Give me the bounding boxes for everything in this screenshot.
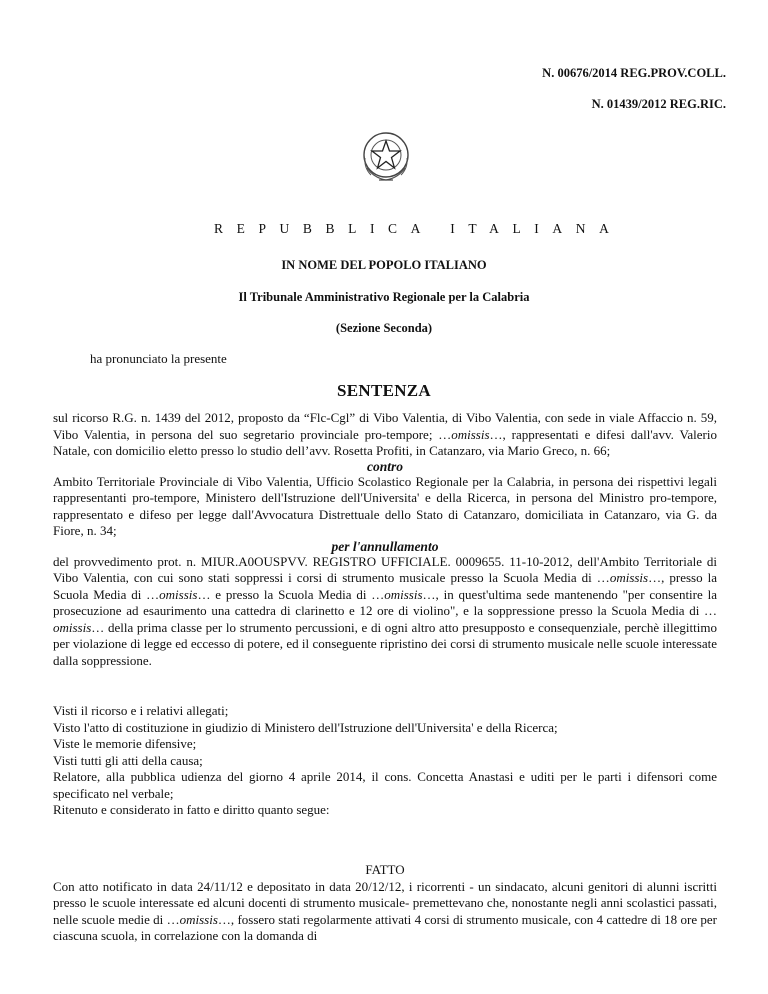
- contro-heading: contro: [366, 458, 403, 474]
- fatto-paragraph: Con atto notificato in data 24/11/12 e depositato in data 20/12/12, i ricorrenti - un sindacato, alcuni genitori di alunni iscritti presso le scuole interessate ed alcuni docenti di strumento musicale- premettevano che, nonostante negli anni scolastici passati, nelle scuole medie di …omissis…, fossero stati regolarmente attivati 4 corsi di strumento musicale, con 4 cattedre di 18 ore per ciascuna scuola, in correlazione con la domanda di: [53, 878, 717, 943]
- reg-prov-number: N. 00676/2014 REG.PROV.COLL.: [542, 66, 726, 80]
- visti-line: Visti tutti gli atti della causa;: [53, 752, 203, 768]
- emblem-icon: [359, 128, 413, 184]
- pronunciato-line: ha pronunciato la presente: [90, 351, 227, 366]
- ricorso-section: [53, 410, 717, 669]
- tribunale-heading: Il Tribunale Amministrativo Regionale per la Calabria: [238, 290, 530, 304]
- ricorso-paragraph: sul ricorso R.G. n. 1439 del 2012, proposto da “Flc-Cgl” di Vibo Valentia, di Vibo Valentia, con sede in viale Affaccio n. 59, Vibo Valentia, in persona del suo segretario provinciale pro-tempore; …omissis…, rappresentati e difesi dall'avv. Valerio Natale, con domicilio eletto presso lo studio dell’avv. Rosetta Profiti, in Catanzaro, via Mario Greco, n. 66;: [53, 410, 717, 458]
- popolo-italiano-heading: IN NOME DEL POPOLO ITALIANO: [281, 258, 487, 272]
- reg-ric-number: N. 01439/2012 REG.RIC.: [591, 97, 726, 111]
- sezione-heading: (Sezione Seconda): [335, 321, 433, 335]
- visti-line: Visti il ricorso e i relativi allegati;: [53, 703, 229, 718]
- visti-line: Viste le memorie difensive;: [53, 736, 197, 751]
- visti-section: [53, 703, 717, 819]
- oggetto-paragraph: del provvedimento prot. n. MIUR.A0OUSPVV. REGISTRO UFFICIALE. 0009655. 11-10-2012, dell'Ambito Territoriale di Vibo Valentia, con cui sono stati soppressi i corsi di strumento musicale presso la Scuola Media di …omissis…, presso la Scuola Media di …omissis… e presso la Scuola Media di …omissis…, in quest'ultima sede mantenendo "per consentire la prosecuzione ad esaurimento una cattedra di clarinetto e 12 ore di violino", e la soppressione presso la Scuola Media di …omissis… della prima classe per lo strumento percussioni, e di ogni altro atto presupposto e consequenziale, perchè illegittimo per violazione di legge ed eccesso di potere, ed il conseguente ripristino dei corsi di strumento musicale nelle scuole interessate dalla soppressione.: [53, 553, 717, 668]
- visti-line: Ritenuto e considerato in fatto e diritto quanto segue:: [53, 802, 330, 817]
- fatto-heading: FATTO: [365, 862, 405, 877]
- fatto-section: [53, 862, 717, 945]
- visti-line: Visto l'atto di costituzione in giudizio di Ministero dell'Istruzione dell'Universita' e della Ricerca;: [53, 719, 558, 735]
- visti-line: Relatore, alla pubblica udienza del giorno 4 aprile 2014, il cons. Concetta Anastasi e uditi per le parti i difensori come specificato nel verbale;: [53, 769, 717, 801]
- annullamento-heading: per l'annullamento: [331, 538, 439, 554]
- sentenza-title: SENTENZA: [336, 381, 432, 400]
- resistenti-paragraph: Ambito Territoriale Provinciale di Vibo Valentia, Ufficio Scolastico Regionale per la Calabria, in persona dei rispettivi legali rappresentanti pro-tempore, Ministero dell'Istruzione dell'Universita' e della Ricerca, in persona del Ministro pro-tempore, rappresentato e difeso per legge dall'Avvocatura Distrettuale dello Stato di Catanzaro, domiciliata in Catanzaro, via G. da Fiore, n. 34;: [53, 473, 717, 538]
- repubblica-italiana: REPUBBLICA ITALIANA: [214, 221, 623, 236]
